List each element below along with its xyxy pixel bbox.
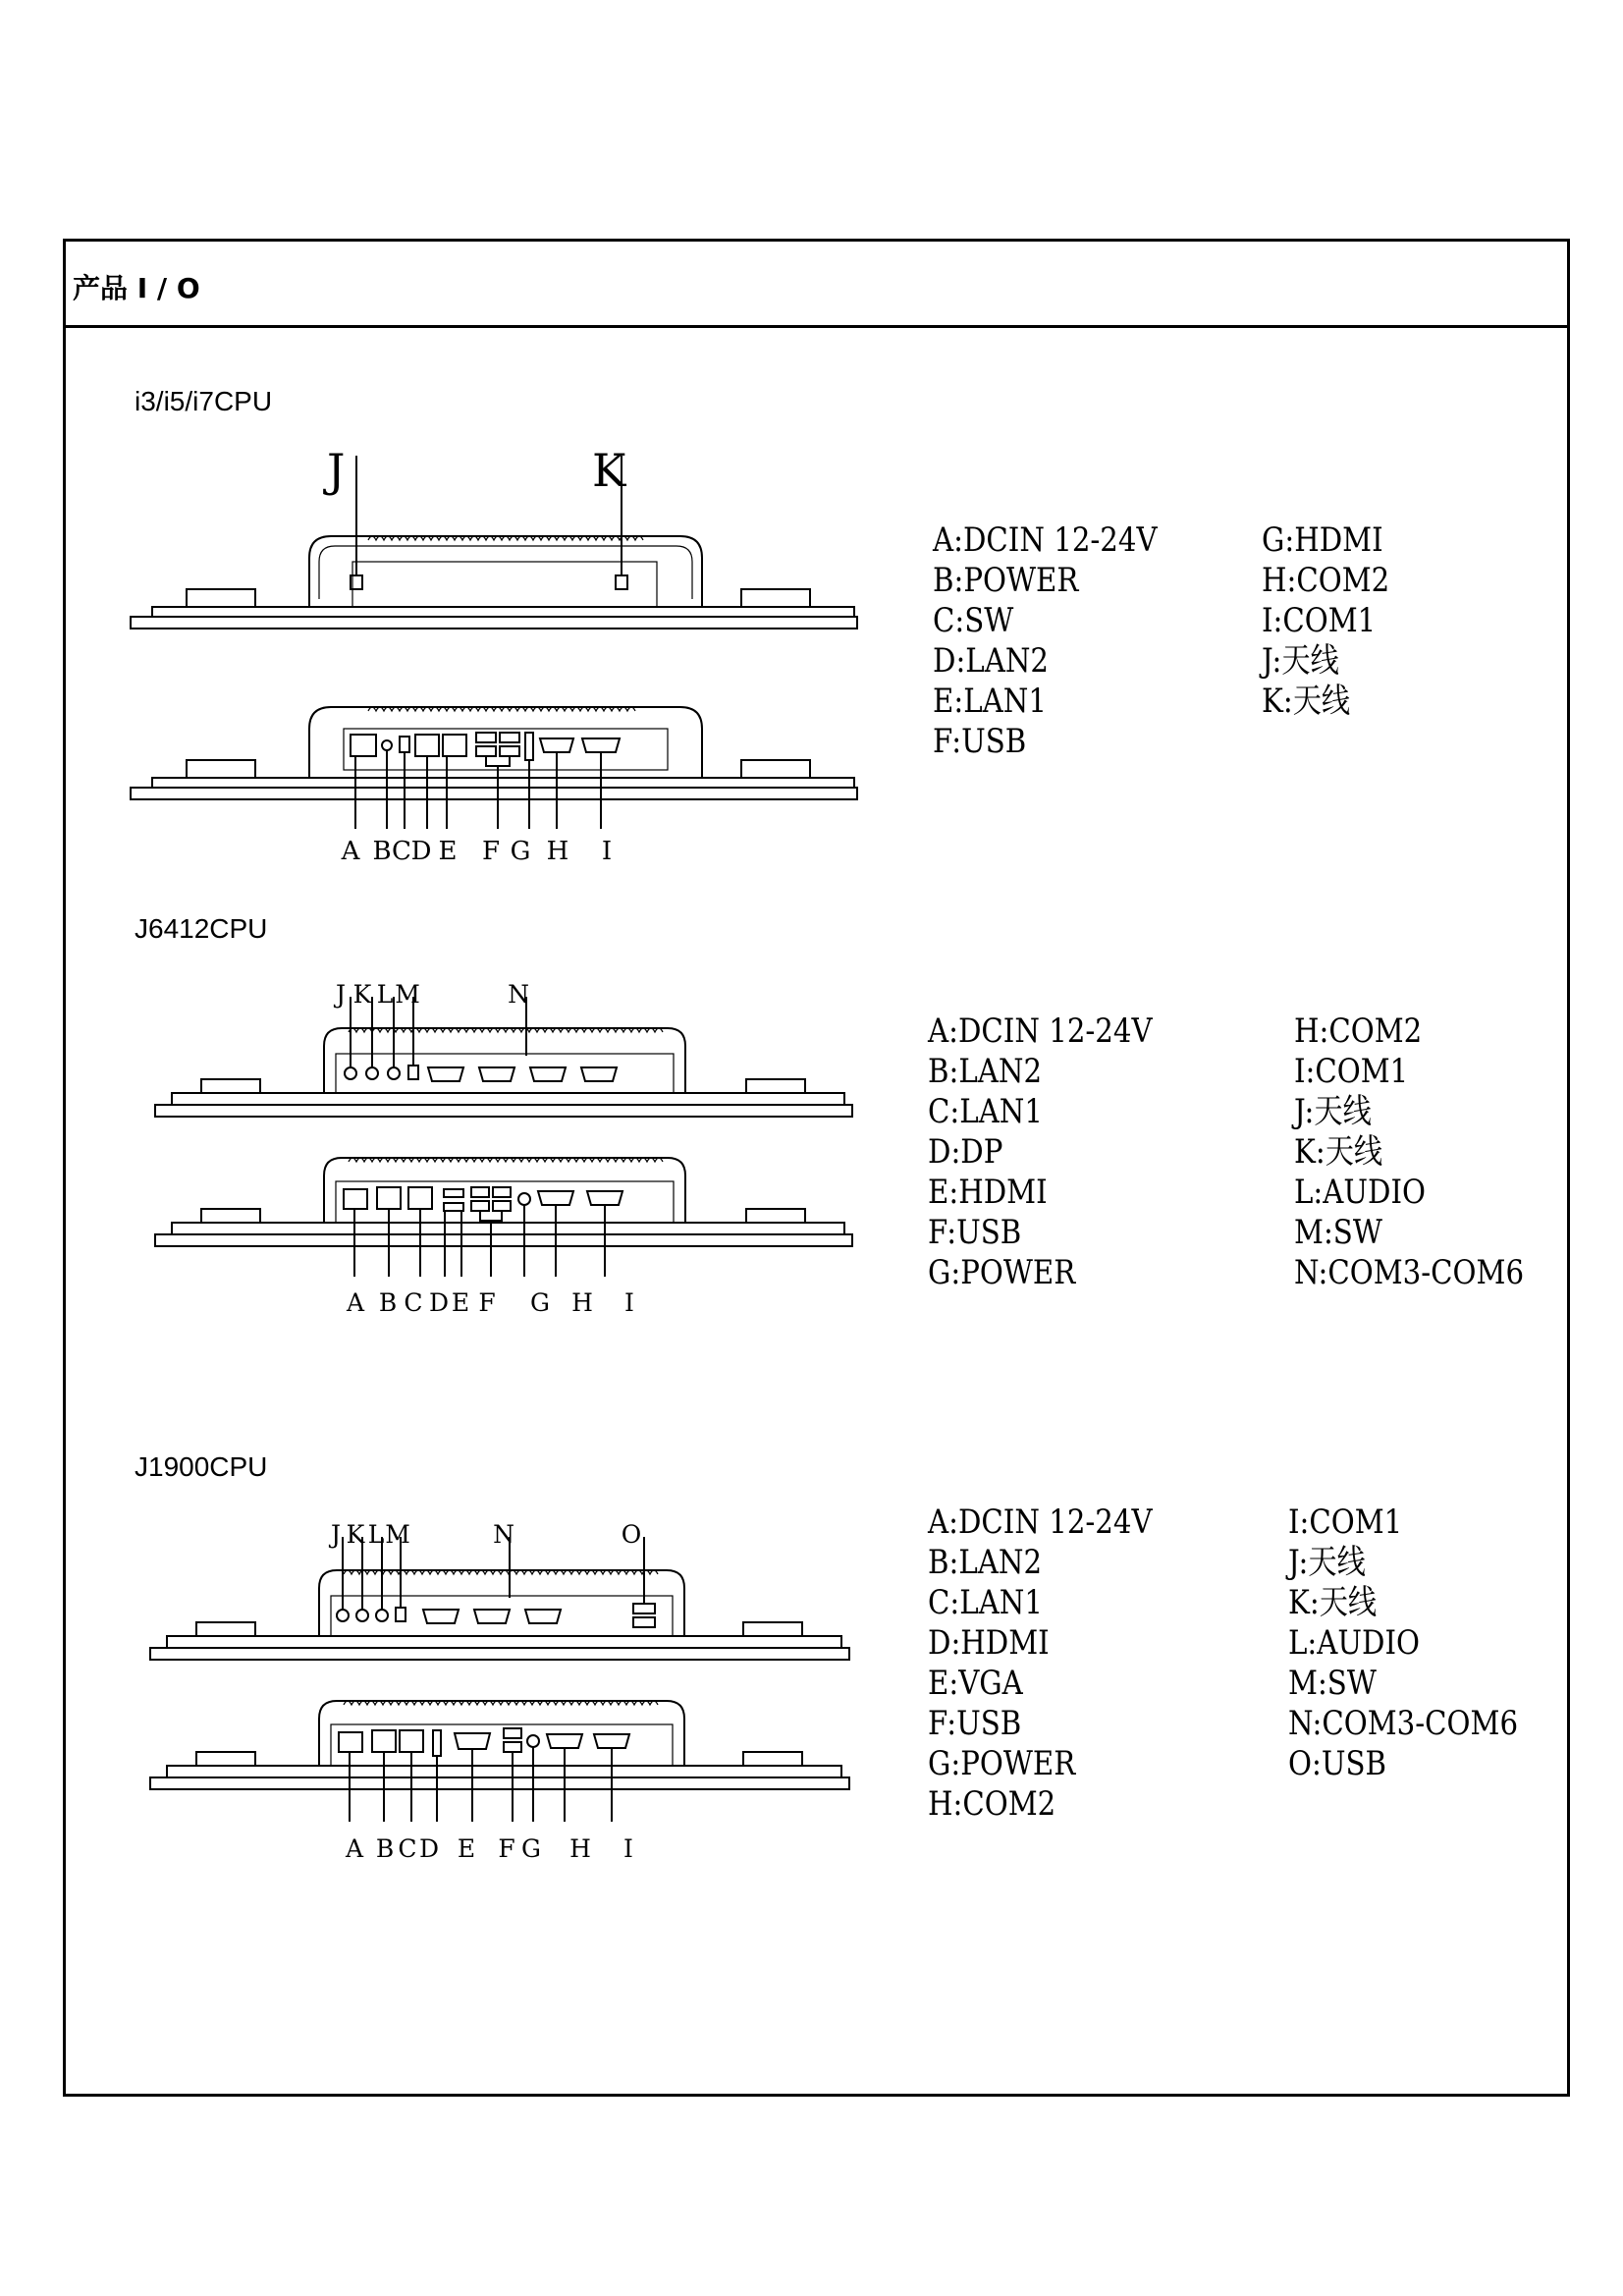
label-c: C	[392, 837, 411, 866]
dc-in-port	[351, 735, 376, 756]
label-i: I	[601, 837, 613, 866]
legend-left-j1900: A:DCIN 12-24V B:LAN2 C:LAN1 D:HDMI E:VGA F:USB G:POWER H:COM2	[928, 1503, 1153, 1824]
label-g: G	[510, 837, 531, 866]
label-d: D	[418, 1834, 440, 1863]
section-title-j1900: J1900CPU	[135, 1451, 268, 1482]
label-d: D	[410, 837, 432, 866]
usb-port-b	[500, 746, 519, 756]
label-j: J	[335, 980, 347, 1009]
lan2-port	[415, 735, 439, 756]
i3-top-housing	[309, 536, 702, 607]
label-c: C	[404, 1288, 423, 1317]
page-title: 产品 I / O	[73, 272, 200, 304]
label-k: K	[352, 980, 372, 1009]
label-b: B	[378, 1288, 398, 1317]
lan1-port	[443, 735, 466, 756]
sw-switch	[400, 737, 409, 752]
legend-right-j1900: I:COM1 J:天线 K:天线 L:AUDIO M:SW N:COM3-COM6 O:USB	[1288, 1503, 1519, 1783]
section-title-j6412: J6412CPU	[135, 913, 268, 944]
label-l: L	[367, 1520, 385, 1549]
label-e: E	[457, 1834, 476, 1863]
label-a: A	[345, 1834, 364, 1863]
label-i: I	[624, 1288, 634, 1317]
label-n: N	[508, 980, 529, 1009]
label-m: M	[385, 1520, 410, 1549]
label-g: G	[530, 1288, 550, 1317]
label-f: F	[498, 1834, 515, 1863]
legend-right-j6412: H:COM2 I:COM1 J:天线 K:天线 L:AUDIO M:SW N:COM3-COM6	[1294, 1011, 1525, 1292]
label-m: M	[395, 980, 420, 1009]
header-row	[66, 242, 1567, 328]
label-i: I	[623, 1834, 633, 1863]
legend-right-i3: G:HDMI H:COM2 I:COM1 J:天线 K:天线	[1262, 520, 1390, 721]
legend-left-j6412: A:DCIN 12-24V B:LAN2 C:LAN1 D:DP E:HDMI F:USB G:POWER	[928, 1011, 1153, 1292]
label-a: A	[341, 837, 360, 866]
legend-left-i3: A:DCIN 12-24V B:POWER C:SW D:LAN2 E:LAN1 F:USB	[933, 520, 1158, 761]
i3-top-panel-bezel	[131, 617, 857, 629]
label-d: D	[428, 1288, 450, 1317]
com1-port	[582, 738, 620, 752]
label-k: K	[592, 444, 626, 497]
label-j: J	[327, 444, 346, 497]
label-o: O	[621, 1520, 642, 1549]
label-f: F	[478, 1288, 496, 1317]
power-button	[382, 740, 392, 750]
label-l: L	[376, 980, 394, 1009]
label-k: K	[346, 1520, 365, 1549]
j6412-io-diagram	[147, 977, 864, 1331]
label-e: E	[438, 837, 458, 866]
usb-port-a	[476, 746, 496, 756]
label-f: F	[481, 837, 501, 866]
label-h: H	[546, 837, 569, 866]
label-h: H	[571, 1288, 593, 1317]
label-b: B	[372, 837, 392, 866]
hdmi-port	[525, 733, 533, 760]
section-title-i3-i5-i7: i3/i5/i7CPU	[135, 386, 273, 416]
label-b: B	[375, 1834, 395, 1863]
i3-bottom-panel-bezel	[131, 788, 857, 799]
com2-port	[540, 738, 573, 752]
label-g: G	[521, 1834, 541, 1863]
label-j: J	[330, 1520, 342, 1549]
j1900-io-diagram	[142, 1517, 864, 1876]
label-a: A	[346, 1288, 365, 1317]
i3-i5-i7-io-diagram	[123, 442, 879, 874]
label-e: E	[451, 1288, 470, 1317]
label-h: H	[569, 1834, 591, 1863]
label-c: C	[398, 1834, 417, 1863]
antenna-k-connector	[616, 575, 627, 589]
label-n: N	[493, 1520, 514, 1549]
